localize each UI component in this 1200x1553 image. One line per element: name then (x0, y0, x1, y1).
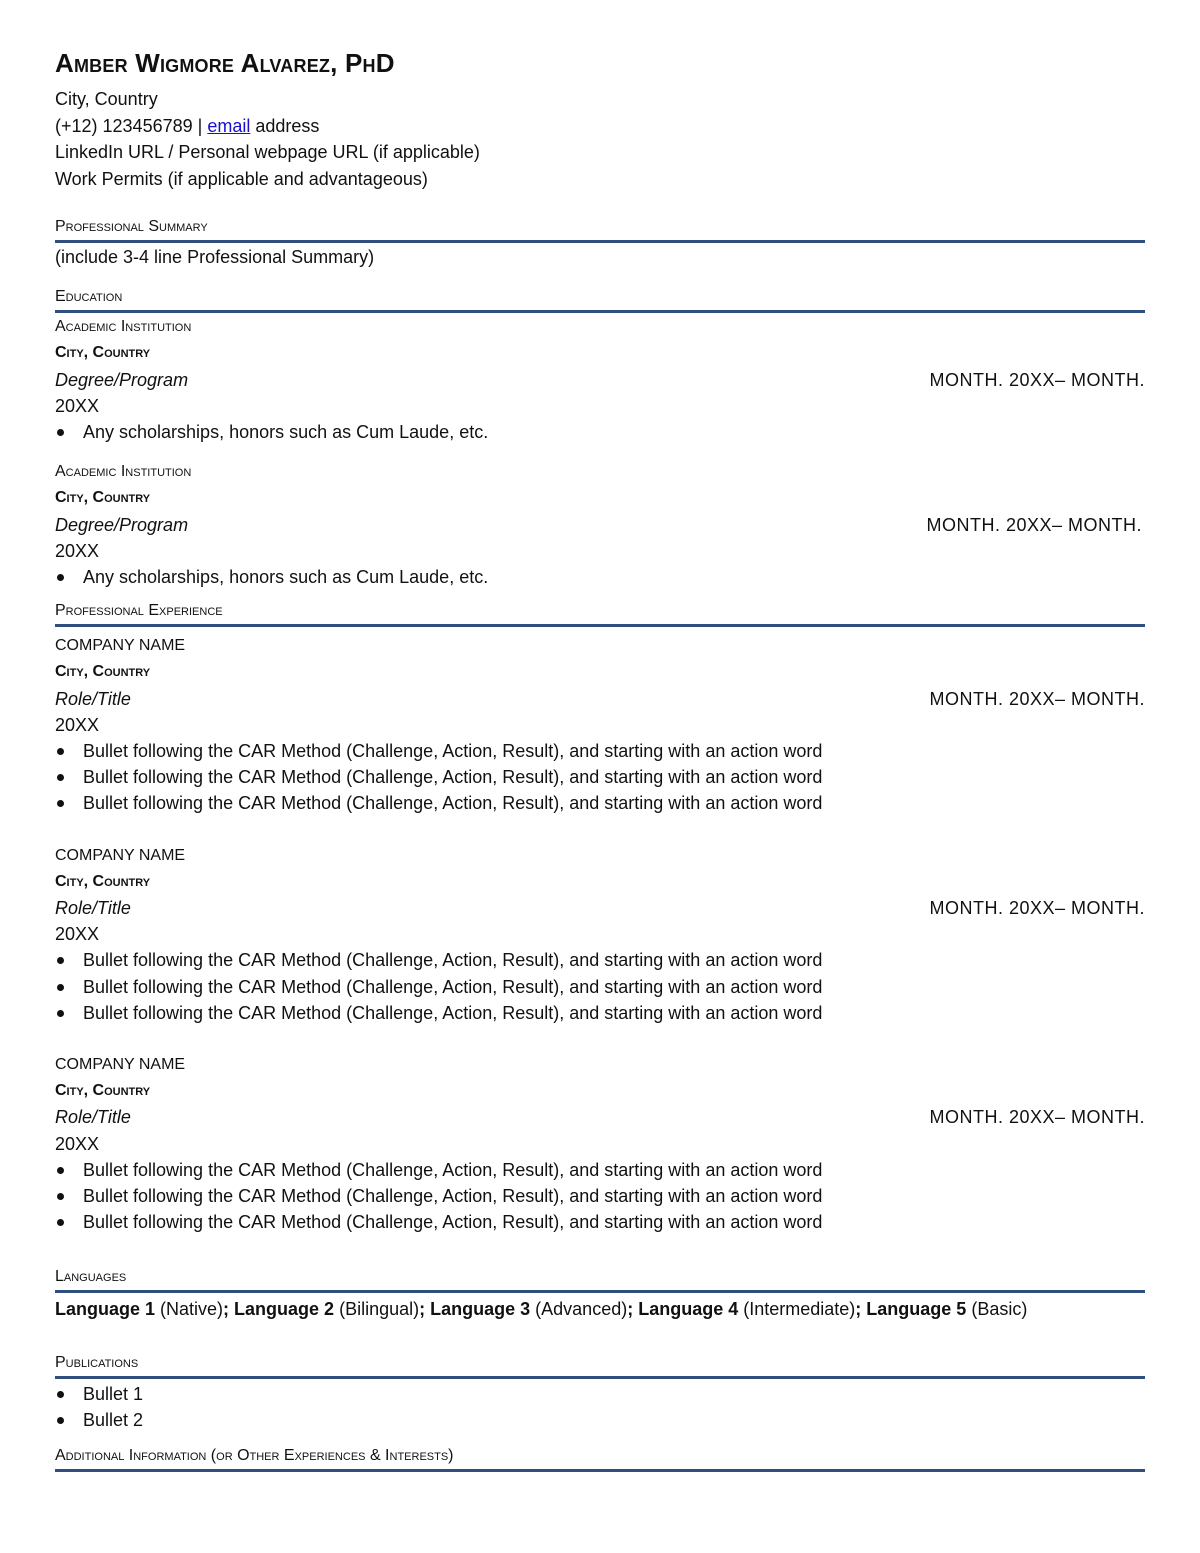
role-row (55, 895, 1145, 921)
bullet-list (55, 419, 1145, 445)
education-entry (55, 314, 1145, 445)
permits-line: Work Permits (if applicable and advantageous) (55, 168, 428, 189)
phone-email-line (55, 113, 1145, 140)
date-range: MONTH. 20XX– MONTH. (929, 688, 1145, 709)
list-item: Bullet following the CAR Method (Challenge, Action, Result), and starting with an action word (83, 738, 1145, 764)
bullet-list (55, 564, 1145, 590)
language-name: Language 4 (638, 1298, 739, 1319)
bullet-list (55, 1381, 1145, 1433)
degree-program: Degree/Program (55, 514, 189, 535)
institution-location: City, Country (55, 344, 151, 362)
additional-heading: Additional Information (or Other Experiences & Interests) (55, 1445, 1145, 1472)
resume-header (55, 46, 1145, 192)
language-level: (Native) (155, 1298, 224, 1319)
languages-section (55, 1266, 1145, 1322)
role-title: Role/Title (55, 688, 131, 709)
role-title: Role/Title (55, 898, 131, 919)
list-item: Any scholarships, honors such as Cum Laude, etc. (83, 419, 1145, 445)
languages-line (55, 1296, 1145, 1322)
company-name: COMPANY NAME (55, 637, 186, 655)
role-title: Role/Title (55, 1107, 131, 1128)
degree-row (55, 512, 1145, 538)
web-line: LinkedIn URL / Personal webpage URL (if applicable) (55, 142, 480, 162)
list-item: Bullet following the CAR Method (Challenge, Action, Result), and starting with an action word (83, 1000, 1145, 1026)
date-range: MONTH. 20XX– MONTH. (926, 514, 1142, 535)
date-range: MONTH. 20XX– MONTH. (929, 1107, 1145, 1128)
year: 20XX (55, 1133, 100, 1154)
language-name: Language 2 (234, 1298, 335, 1319)
bullet-list (55, 1157, 1145, 1236)
language-level: (Advanced) (530, 1298, 628, 1319)
list-item: Bullet following the CAR Method (Challenge, Action, Result), and starting with an action word (83, 1209, 1145, 1235)
language-name: Language 5 (866, 1298, 967, 1319)
education-entry (55, 459, 1145, 590)
phone-number: (+12) 123456789 | (55, 115, 203, 136)
year: 20XX (55, 714, 100, 735)
year: 20XX (55, 540, 100, 561)
language-level: (Bilingual) (334, 1298, 420, 1319)
language-level: (Basic) (966, 1298, 1028, 1319)
experience-entry (55, 843, 1145, 1026)
language-separator: ; (223, 1298, 235, 1319)
bullet-list (55, 738, 1145, 817)
company-location: City, Country (55, 1082, 151, 1100)
company-name: COMPANY NAME (55, 846, 186, 864)
language-name: Language 1 (55, 1298, 156, 1319)
institution-location: City, Country (55, 489, 151, 507)
list-item: Bullet following the CAR Method (Challenge, Action, Result), and starting with an action word (83, 790, 1145, 816)
company-location: City, Country (55, 872, 151, 890)
list-item: Any scholarships, honors such as Cum Laude, etc. (83, 564, 1145, 590)
education-section (55, 286, 1145, 590)
company-location: City, Country (55, 663, 151, 681)
role-row (55, 686, 1145, 712)
bullet-list (55, 947, 1145, 1026)
list-item: Bullet 1 (83, 1381, 1145, 1407)
list-item: Bullet following the CAR Method (Challenge, Action, Result), and starting with an action word (83, 974, 1145, 1000)
institution-name: Academic Institution (55, 463, 192, 481)
list-item: Bullet following the CAR Method (Challenge, Action, Result), and starting with an action word (83, 1183, 1145, 1209)
list-item: Bullet following the CAR Method (Challenge, Action, Result), and starting with an action word (83, 764, 1145, 790)
year: 20XX (55, 395, 100, 416)
summary-text: (include 3-4 line Professional Summary) (55, 247, 375, 267)
year: 20XX (55, 924, 100, 945)
education-heading: Education (55, 286, 1145, 313)
company-name: COMPANY NAME (55, 1056, 186, 1074)
publications-section (55, 1352, 1145, 1433)
email-suffix: address (250, 115, 320, 136)
location-line: City, Country (55, 89, 158, 109)
experience-entry (55, 633, 1145, 816)
date-range: MONTH. 20XX– MONTH. (929, 369, 1145, 390)
publications-heading: Publications (55, 1352, 1145, 1379)
list-item: Bullet following the CAR Method (Challenge, Action, Result), and starting with an action word (83, 1157, 1145, 1183)
language-separator: ; (419, 1298, 431, 1319)
email-link[interactable]: email (207, 115, 251, 136)
language-level: (Intermediate) (738, 1298, 856, 1319)
language-name: Language 3 (430, 1298, 531, 1319)
degree-row (55, 367, 1145, 393)
summary-section (55, 216, 1145, 270)
experience-heading: Professional Experience (55, 600, 1145, 627)
role-row (55, 1104, 1145, 1130)
additional-section (55, 1445, 1145, 1472)
language-separator: ; (627, 1298, 639, 1319)
list-item: Bullet 2 (83, 1407, 1145, 1433)
languages-heading: Languages (55, 1266, 1145, 1293)
summary-heading: Professional Summary (55, 216, 1145, 243)
experience-section (55, 600, 1145, 1235)
institution-name: Academic Institution (55, 318, 192, 336)
candidate-name: Amber Wigmore Alvarez, PhD (55, 48, 395, 78)
resume-page (55, 46, 1145, 1472)
date-range: MONTH. 20XX– MONTH. (929, 898, 1145, 919)
language-separator: ; (855, 1298, 867, 1319)
degree-program: Degree/Program (55, 369, 189, 390)
experience-entry (55, 1052, 1145, 1235)
list-item: Bullet following the CAR Method (Challenge, Action, Result), and starting with an action word (83, 947, 1145, 973)
